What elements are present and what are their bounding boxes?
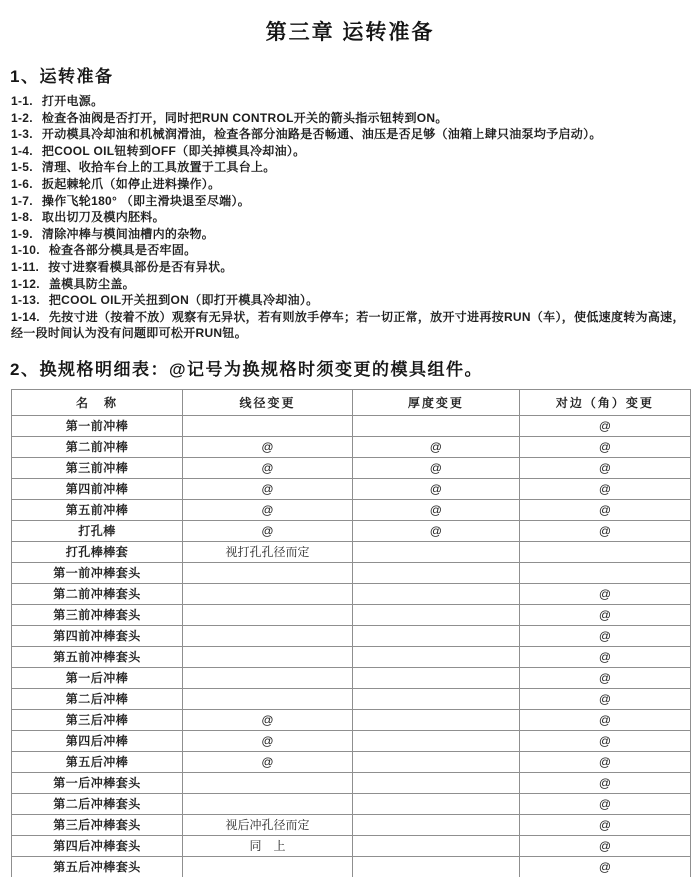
wire-change-cell: @ <box>183 478 353 499</box>
side-angle-change-cell: @ <box>519 835 690 856</box>
row-name: 第五前冲棒 <box>12 499 183 520</box>
step-item <box>11 242 690 259</box>
side-angle-change-cell: @ <box>519 667 690 688</box>
row-name: 第三后冲棒 <box>12 709 183 730</box>
row-name: 第五前冲棒套头 <box>12 646 183 667</box>
chapter-title: 第三章 运转准备 <box>265 21 435 44</box>
table-row <box>12 457 691 478</box>
step-text: 清除冲棒与模间油槽内的杂物。 <box>41 226 215 241</box>
step-number: 1-7. <box>11 193 33 208</box>
step-item <box>11 176 690 193</box>
step-number: 1-3. <box>11 127 33 142</box>
step-item <box>11 126 690 143</box>
table-row <box>12 604 691 625</box>
row-name: 第一前冲棒 <box>12 415 183 436</box>
table-row <box>12 520 691 541</box>
thickness-change-cell <box>352 751 519 772</box>
wire-change-cell: @ <box>183 499 353 520</box>
row-name: 第二后冲棒套头 <box>12 793 183 814</box>
table-row <box>12 541 691 562</box>
side-angle-change-cell: @ <box>519 499 690 520</box>
side-angle-change-cell: @ <box>519 457 690 478</box>
table-row <box>12 499 691 520</box>
thickness-change-cell <box>352 793 519 814</box>
step-number: 1-4. <box>11 143 33 158</box>
side-angle-change-cell: @ <box>519 583 690 604</box>
side-angle-change-cell: @ <box>519 751 690 772</box>
thickness-change-cell <box>352 667 519 688</box>
wire-change-cell: @ <box>183 436 353 457</box>
thickness-change-cell <box>352 604 519 625</box>
step-number: 1-6. <box>11 176 33 191</box>
row-name: 第一后冲棒套头 <box>12 772 183 793</box>
thickness-change-cell <box>352 688 519 709</box>
step-number: 1-10. <box>11 243 40 258</box>
step-text: 开动模具冷却油和机械润滑油，检查各部分油路是否畅通、油压是否足够（油箱上肆只油泵均予启动）。 <box>41 127 602 142</box>
side-angle-change-cell: @ <box>519 814 690 835</box>
row-name: 打孔棒棒套 <box>12 541 183 562</box>
side-angle-change-cell: @ <box>519 772 690 793</box>
row-name: 第四后冲棒套头 <box>12 835 183 856</box>
column-header-wire-diameter: 线径变更 <box>183 389 353 415</box>
step-text: 清理、收拾车台上的工具放置于工具台上。 <box>41 160 276 175</box>
table-row <box>12 625 691 646</box>
thickness-change-cell <box>352 835 519 856</box>
table-row <box>12 583 691 604</box>
side-angle-change-cell: @ <box>519 793 690 814</box>
wire-change-cell: 视后冲孔径而定 <box>183 814 353 835</box>
row-name: 第二前冲棒套头 <box>12 583 183 604</box>
step-number: 1-12. <box>11 276 40 291</box>
side-angle-change-cell: @ <box>519 604 690 625</box>
table-row <box>12 856 691 877</box>
thickness-change-cell <box>352 709 519 730</box>
section-2-heading: 2、换规格明细表：@记号为换规格时须变更的模具组件。 <box>10 359 484 379</box>
step-item <box>11 292 690 309</box>
wire-change-cell: @ <box>183 457 353 478</box>
section-1-heading: 1、运转准备 <box>10 67 114 86</box>
step-text: 操作飞轮180° （即主滑块退至尽端）。 <box>41 193 251 208</box>
wire-change-cell <box>183 415 353 436</box>
wire-change-cell: 视打孔孔径而定 <box>183 541 353 562</box>
step-text: 按寸进察看模具部份是否有异状。 <box>48 259 233 274</box>
side-angle-change-cell: @ <box>519 646 690 667</box>
step-item <box>11 159 690 176</box>
thickness-change-cell <box>352 415 519 436</box>
row-name: 第三前冲棒 <box>12 457 183 478</box>
step-item <box>11 209 690 226</box>
wire-change-cell <box>183 772 353 793</box>
row-name: 第一前冲棒套头 <box>12 562 183 583</box>
wire-change-cell: @ <box>183 730 353 751</box>
table-row <box>12 709 691 730</box>
table-row <box>12 436 691 457</box>
thickness-change-cell: @ <box>352 499 519 520</box>
side-angle-change-cell: @ <box>519 730 690 751</box>
wire-change-cell <box>183 604 353 625</box>
step-text: 取出切刀及模内胚料。 <box>41 210 165 225</box>
thickness-change-cell <box>352 730 519 751</box>
step-item <box>11 143 690 160</box>
side-angle-change-cell: @ <box>519 415 690 436</box>
wire-change-cell: @ <box>183 751 353 772</box>
thickness-change-cell <box>352 856 519 877</box>
row-name: 第三前冲棒套头 <box>12 604 183 625</box>
thickness-change-cell: @ <box>352 457 519 478</box>
step-text: 把COOL OIL钮转到OFF（即关掉模具冷却油）。 <box>41 143 306 158</box>
step-text: 打开电源。 <box>41 94 104 108</box>
table-row <box>12 562 691 583</box>
step-item <box>11 259 690 276</box>
step-number: 1-9. <box>11 226 33 241</box>
table-row <box>12 415 691 436</box>
thickness-change-cell <box>352 541 519 562</box>
wire-change-cell <box>183 583 353 604</box>
thickness-change-cell <box>352 583 519 604</box>
row-name: 第五后冲棒套头 <box>12 856 183 877</box>
table-row <box>12 667 691 688</box>
wire-change-cell: 同 上 <box>183 835 353 856</box>
wire-change-cell <box>183 646 353 667</box>
step-text: 检查各油阀是否打开，同时把RUN CONTROL开关的箭头指示钮转到ON。 <box>41 110 448 125</box>
table-row <box>12 814 691 835</box>
side-angle-change-cell: @ <box>519 856 690 877</box>
operation-steps-list <box>11 93 690 342</box>
thickness-change-cell: @ <box>352 520 519 541</box>
side-angle-change-cell: @ <box>519 436 690 457</box>
row-name: 第二后冲棒 <box>12 688 183 709</box>
wire-change-cell <box>183 793 353 814</box>
spec-change-table <box>11 389 691 877</box>
thickness-change-cell <box>352 814 519 835</box>
step-item <box>11 193 690 210</box>
side-angle-change-cell: @ <box>519 520 690 541</box>
step-item <box>11 110 690 127</box>
table-row <box>12 835 691 856</box>
row-name: 第四后冲棒 <box>12 730 183 751</box>
step-number: 1-1. <box>11 94 33 108</box>
step-item <box>11 309 690 342</box>
row-name: 第四前冲棒套头 <box>12 625 183 646</box>
step-number: 1-2. <box>11 110 33 125</box>
wire-change-cell: @ <box>183 709 353 730</box>
thickness-change-cell <box>352 772 519 793</box>
wire-change-cell <box>183 688 353 709</box>
side-angle-change-cell: @ <box>519 625 690 646</box>
wire-change-cell <box>183 625 353 646</box>
table-row <box>12 751 691 772</box>
side-angle-change-cell: @ <box>519 709 690 730</box>
step-number: 1-14. <box>11 309 40 324</box>
table-row <box>12 646 691 667</box>
thickness-change-cell <box>352 646 519 667</box>
step-text: 先按寸进（按着不放）观察有无异状，若有则放手停车；若一切正常，放开寸进再按RUN（车），使低速度转为高速，经一段时间认为没有问题即可松开RUN钮。 <box>11 309 685 341</box>
table-row <box>12 793 691 814</box>
thickness-change-cell: @ <box>352 436 519 457</box>
step-text: 检查各部分模具是否牢固。 <box>48 243 197 258</box>
step-item <box>11 276 690 293</box>
row-name: 第一后冲棒 <box>12 667 183 688</box>
side-angle-change-cell <box>519 562 690 583</box>
step-item <box>11 226 690 243</box>
step-text: 把COOL OIL开关扭到ON（即打开模具冷却油）。 <box>48 293 319 308</box>
table-row <box>12 478 691 499</box>
row-name: 第二前冲棒 <box>12 436 183 457</box>
step-text: 盖模具防尘盖。 <box>48 276 135 291</box>
step-item <box>11 93 690 110</box>
column-header-name: 名 称 <box>12 389 183 415</box>
side-angle-change-cell: @ <box>519 478 690 499</box>
step-text: 扳起棘轮爪（如停止进料操作）。 <box>41 176 221 191</box>
step-number: 1-11. <box>11 259 40 274</box>
step-number: 1-5. <box>11 160 33 175</box>
wire-change-cell: @ <box>183 520 353 541</box>
table-row <box>12 772 691 793</box>
side-angle-change-cell: @ <box>519 688 690 709</box>
row-name: 第五后冲棒 <box>12 751 183 772</box>
thickness-change-cell <box>352 562 519 583</box>
step-number: 1-8. <box>11 210 33 225</box>
column-header-side-angle: 对边（角）变更 <box>519 389 690 415</box>
step-number: 1-13. <box>11 293 40 308</box>
thickness-change-cell: @ <box>352 478 519 499</box>
column-header-thickness: 厚度变更 <box>352 389 519 415</box>
side-angle-change-cell <box>519 541 690 562</box>
row-name: 第四前冲棒 <box>12 478 183 499</box>
row-name: 第三后冲棒套头 <box>12 814 183 835</box>
wire-change-cell <box>183 667 353 688</box>
table-row <box>12 688 691 709</box>
row-name: 打孔棒 <box>12 520 183 541</box>
wire-change-cell <box>183 562 353 583</box>
table-header-row <box>12 389 691 415</box>
wire-change-cell <box>183 856 353 877</box>
thickness-change-cell <box>352 625 519 646</box>
table-row <box>12 730 691 751</box>
